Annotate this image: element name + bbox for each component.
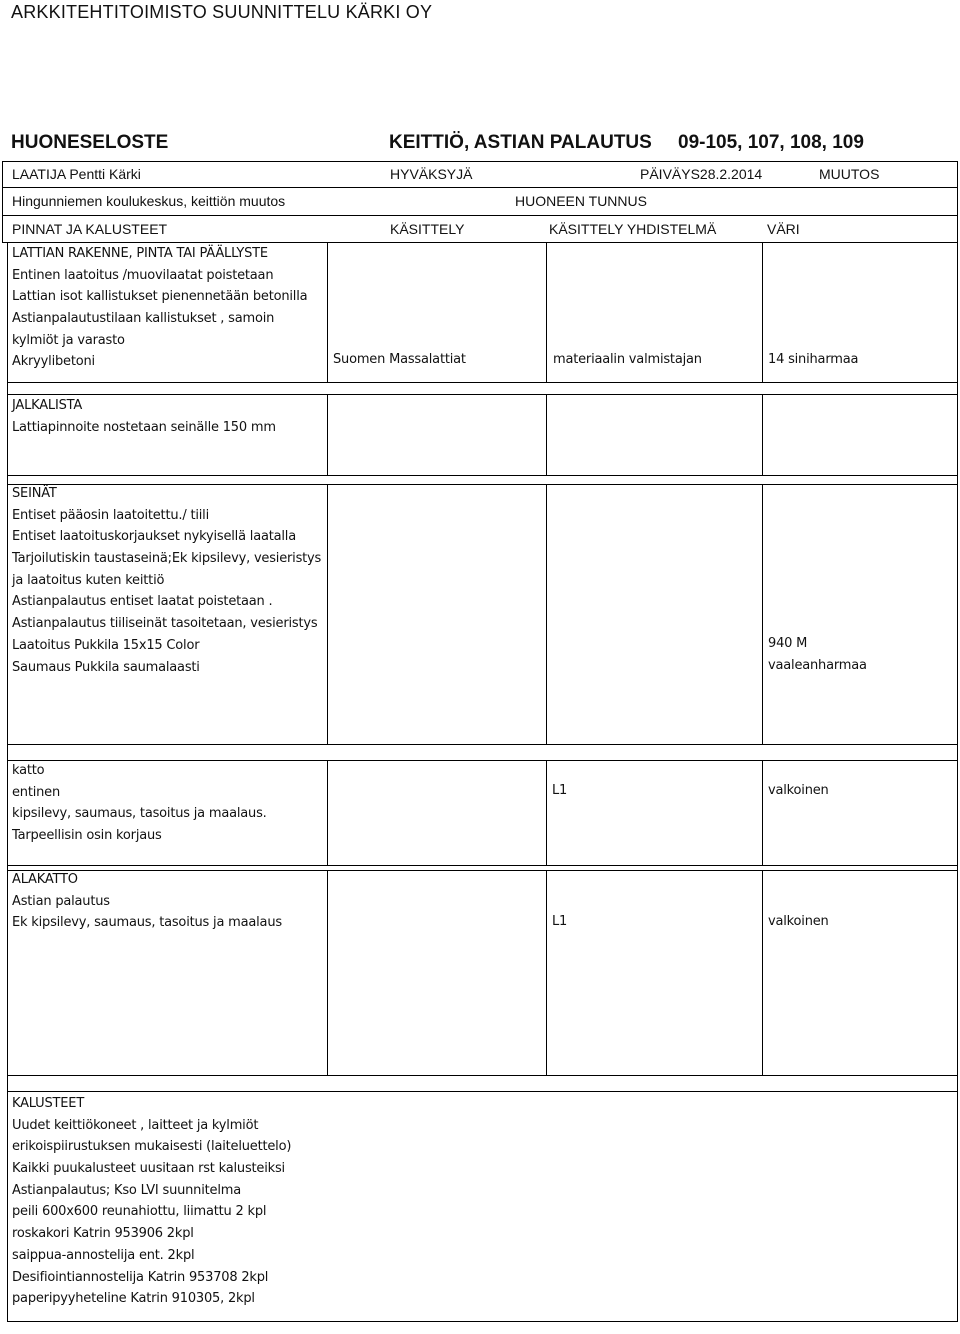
furniture-line: peili 600x600 reunahiottu, liimattu 2 kpl: [12, 1204, 267, 1220]
walls-line: Laatoitus Pukkila 15x15 Color: [12, 637, 200, 653]
floor-line: Akryylibetoni: [12, 354, 95, 370]
furniture-line: erikoispiirustuksen mukaisesti (laiteluettelo): [12, 1139, 292, 1155]
ceiling-combination: L1: [552, 783, 568, 798]
floor-line: Astianpalautustilaan kallistukset , samoin: [12, 311, 275, 327]
date-label: PÄIVÄYS28.2.2014: [640, 166, 763, 182]
walls-line: Entiset laatoituskorjaukset nykyisellä laatalla: [12, 529, 296, 545]
lower-ceiling-color: valkoinen: [768, 914, 829, 929]
walls-color-name: vaaleanharmaa: [768, 658, 867, 673]
lower-ceiling-description: [12, 869, 282, 934]
lower-ceiling-line: Ek kipsilevy, saumaus, tasoitus ja maalaus: [12, 915, 282, 931]
column-header-treatment: KÄSITTELY: [390, 221, 465, 237]
column-header-combination: KÄSITTELY YHDISTELMÄ: [549, 221, 717, 237]
column-header-color: VÄRI: [767, 221, 800, 237]
room-id-label: HUONEEN TUNNUS: [515, 193, 647, 209]
walls-line: Entiset pääosin laatoitettu./ tiili: [12, 507, 209, 523]
walls-color-code: 940 M: [768, 636, 808, 651]
floor-combination: materiaalin valmistajan: [553, 352, 702, 367]
company-name: ARKKITEHTITOIMISTO SUUNNITTELU KÄRKI OY: [11, 2, 433, 22]
document-title: HUONESELOSTE: [11, 132, 169, 153]
ceiling-color: valkoinen: [768, 783, 829, 798]
floor-line: kylmiöt ja varasto: [12, 332, 125, 348]
ceiling-line: katto: [12, 763, 45, 778]
ceiling-line: Tarpeellisin osin korjaus: [12, 828, 162, 844]
lower-ceiling-combination: L1: [552, 914, 568, 929]
skirting-line: Lattiapinnoite nostetaan seinälle 150 mm: [12, 419, 276, 435]
author-label: LAATIJA Pentti Kärki: [12, 166, 141, 182]
furniture-line: roskakori Katrin 953906 2kpl: [12, 1226, 194, 1242]
document-subject: KEITTIÖ, ASTIAN PALAUTUS: [389, 132, 652, 153]
ceiling-description: [12, 760, 267, 847]
furniture-line: paperipyyheteline Katrin 910305, 2kpl: [12, 1291, 255, 1307]
furniture-line: Kaikki puukalusteet uusitaan rst kalusteiksi: [12, 1161, 285, 1177]
ceiling-line: entinen: [12, 784, 61, 800]
approver-label: HYVÄKSYJÄ: [390, 166, 473, 182]
floor-line: Entinen laatoitus /muovilaatat poistetaan: [12, 267, 274, 283]
walls-line: Saumaus Pukkila saumalaasti: [12, 659, 200, 675]
lower-ceiling-line: Astian palautus: [12, 893, 110, 909]
walls-line: Astianpalautus tiiliseinät tasoitetaan, vesieristys: [12, 616, 318, 632]
furniture-line: Uudet keittiökoneet , laitteet ja kylmiöt: [12, 1117, 259, 1133]
changes-label: MUUTOS: [819, 166, 880, 182]
walls-line: ja laatoitus kuten keittiö: [12, 572, 165, 588]
skirting-line: JALKALISTA: [12, 398, 83, 413]
floor-treatment: Suomen Massalattiat: [333, 352, 466, 367]
column-header-surfaces: PINNAT JA KALUSTEET: [12, 221, 168, 237]
project-name: Hingunniemen koulukeskus, keittiön muutos: [12, 193, 286, 209]
document-rooms: 09-105, 107, 108, 109: [678, 132, 864, 153]
skirting-description: [12, 395, 276, 438]
floor-line: Lattian isot kallistukset pienennetään betonilla: [12, 289, 308, 305]
furniture-line: KALUSTEET: [12, 1096, 85, 1111]
walls-line: SEINÄT: [12, 486, 57, 501]
walls-line: Astianpalautus entiset laatat poistetaan .: [12, 594, 273, 610]
floor-description: [12, 243, 307, 373]
walls-description: [12, 483, 321, 678]
lower-ceiling-line: ALAKATTO: [12, 872, 78, 887]
furniture-line: Desifiointiannostelija Katrin 953708 2kpl: [12, 1269, 269, 1285]
furniture-line: Astianpalautus; Kso LVI suunnitelma: [12, 1182, 241, 1198]
walls-line: Tarjoilutiskin taustaseinä;Ek kipsilevy, vesieristys: [12, 551, 322, 567]
floor-line: LATTIAN RAKENNE, PINTA TAI PÄÄLLYSTE: [12, 246, 268, 261]
ceiling-line: kipsilevy, saumaus, tasoitus ja maalaus.: [12, 806, 267, 822]
floor-color: 14 siniharmaa: [768, 352, 859, 367]
furniture-line: saippua-annostelija ent. 2kpl: [12, 1247, 195, 1263]
furniture-description: [12, 1093, 291, 1310]
